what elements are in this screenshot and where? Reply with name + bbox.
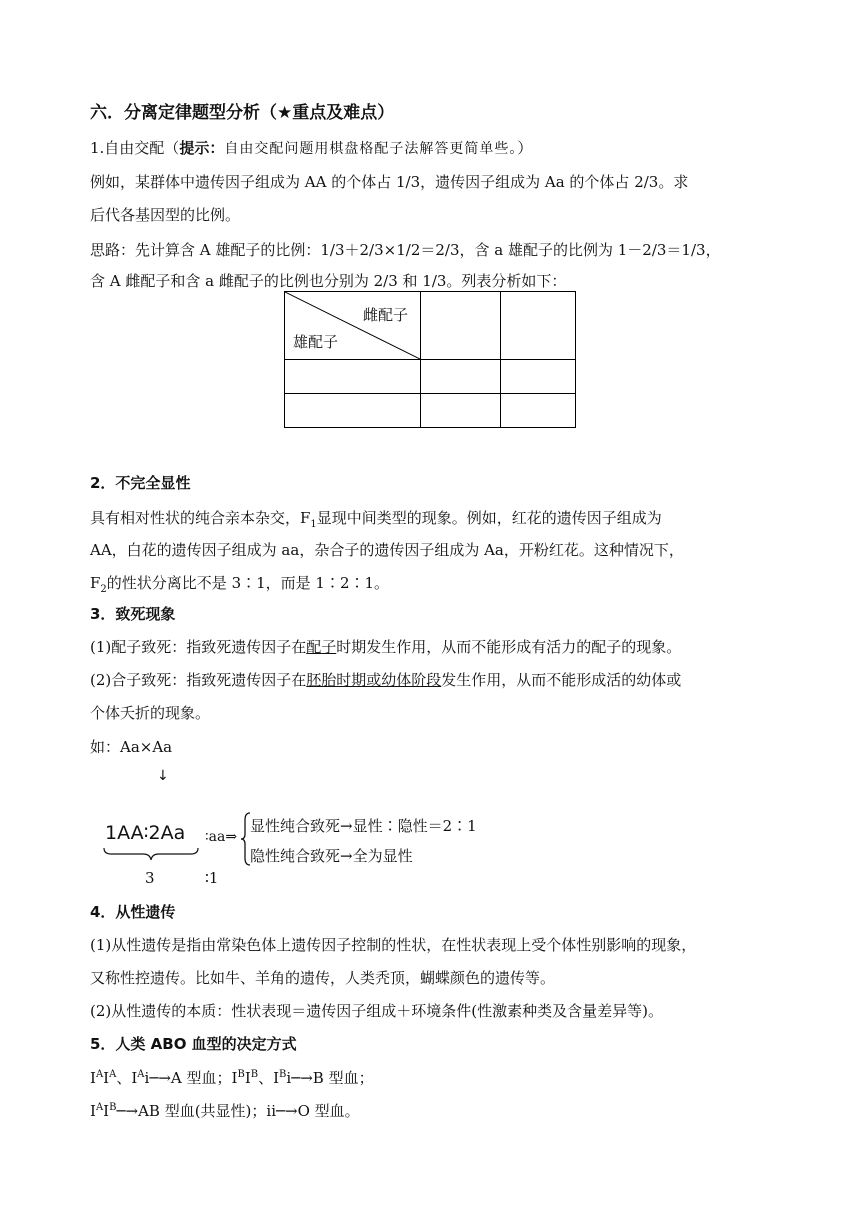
under-brace-icon xyxy=(103,846,199,862)
subscript: 2 xyxy=(100,584,107,595)
down-arrow-icon: ↓ xyxy=(157,768,169,784)
text-span: 具有相对性状的纯合亲本杂交，F xyxy=(90,509,311,527)
sex-influenced-item-1b: 又称性控遗传。比如牛、羊角的遗传，人类秃顶，蝴蝶颜色的遗传等。 xyxy=(90,969,556,987)
free-mating-suffix: ） xyxy=(517,139,533,157)
table-cell xyxy=(421,360,501,394)
cross-example: 如：Aa×Aa xyxy=(90,738,173,756)
table-cell xyxy=(421,394,501,428)
text-span: 的性状分离比不是 3∶1，而是 1∶2∶1。 xyxy=(106,574,390,592)
approach-line-1: 思路：先计算含 A 雄配子的比例：1/3＋2/3×1/2＝2/3，含 a 雄配子的比例为 1－2/3＝1/3， xyxy=(90,241,721,259)
abo-line-1: $I^AI^A$、$I^Ai─\to A$ 型血；$I^BI^B$、$I^Bi─\to B$ 型血； xyxy=(90,1069,374,1087)
example-line-2: 后代各基因型的比例。 xyxy=(90,206,241,224)
table-cell xyxy=(501,292,576,360)
section-4-title: 4．从性遗传 xyxy=(90,903,176,921)
hint-label: 提示： xyxy=(179,139,225,157)
section-3-title: 3．致死现象 xyxy=(90,605,176,623)
text-span: 显现中间类型的现象。例如，红花的遗传因子组成为 xyxy=(316,509,662,527)
underlined-term: 胚胎时期或幼体阶段 xyxy=(306,671,442,689)
offspring-ratio: 1AA∶2Aa xyxy=(105,822,186,844)
sex-influenced-item-1a: (1)从性遗传是指由常染色体上遗传因子控制的性状，在性状表现上受个体性别影响的现象， xyxy=(90,936,697,954)
text-span: 发生作用，从而不能形成活的幼体或 xyxy=(441,671,682,689)
recessive-lethal-option: 隐性纯合致死→全为显性 xyxy=(250,847,413,865)
zygote-lethal-item xyxy=(90,670,681,690)
section-5-title: 5．人类 ABO 血型的决定方式 xyxy=(90,1035,297,1053)
text-span: (1)配子致死：指致死遗传因子在 xyxy=(90,638,307,656)
dominant-lethal-option: 显性纯合致死→显性∶隐性＝2∶1 xyxy=(250,817,477,835)
abo-line-2: $I^AI^B─\to AB$ 型血(共显性)；ii─→O 型血。 xyxy=(90,1102,360,1120)
approach-line-2: 含 A 雌配子和含 a 雌配子的比例也分别为 2/3 和 1/3。列表分析如下： xyxy=(90,272,567,290)
text-span: (2)合子致死：指致死遗传因子在 xyxy=(90,671,307,689)
incomplete-dominance-line-2: AA，白花的遗传因子组成为 aa，杂合子的遗传因子组成为 Aa，开粉红花。这种情况下， xyxy=(90,541,684,559)
incomplete-dominance-line-1 xyxy=(90,508,662,528)
example-line-1: 例如，某群体中遗传因子组成为 AA 的个体占 1/3，遗传因子组成为 Aa 的个体占 2/3。求 xyxy=(90,173,689,191)
text-span: F xyxy=(90,574,101,592)
gamete-table xyxy=(284,291,576,428)
section-2-title: 2．不完全显性 xyxy=(90,474,191,492)
table-header-cell xyxy=(285,292,421,360)
incomplete-dominance-line-3 xyxy=(90,573,389,593)
table-cell xyxy=(421,292,501,360)
hint-text: 自由交配问题用棋盘格配子法解答更简单些。 xyxy=(224,141,518,157)
underlined-term: 配子 xyxy=(306,638,337,656)
ratio-number-3: 3 xyxy=(145,869,155,887)
table-cell xyxy=(501,360,576,394)
zygote-lethal-continued: 个体夭折的现象。 xyxy=(90,704,211,722)
male-gamete-label: 雄配子 xyxy=(293,333,339,351)
female-gamete-label: 雌配子 xyxy=(362,306,408,324)
table-cell xyxy=(285,360,421,394)
paragraph-free-mating xyxy=(90,138,532,159)
table-cell xyxy=(285,394,421,428)
subscript: 1 xyxy=(310,519,317,530)
sex-influenced-item-2: (2)从性遗传的本质：性状表现＝遗传因子组成＋环境条件(性激素种类及含量差异等)。 xyxy=(90,1002,663,1020)
ratio-number-1: ∶1 xyxy=(205,869,219,887)
free-mating-prefix: 1.自由交配（ xyxy=(90,139,180,157)
section-6-title: 六．分离定律题型分析（★重点及难点） xyxy=(90,103,395,123)
aa-implies: ∶aa⇒ xyxy=(205,829,238,845)
table-cell xyxy=(501,394,576,428)
text-span: 时期发生作用，从而不能形成有活力的配子的现象。 xyxy=(336,638,682,656)
gamete-lethal-item xyxy=(90,637,681,657)
